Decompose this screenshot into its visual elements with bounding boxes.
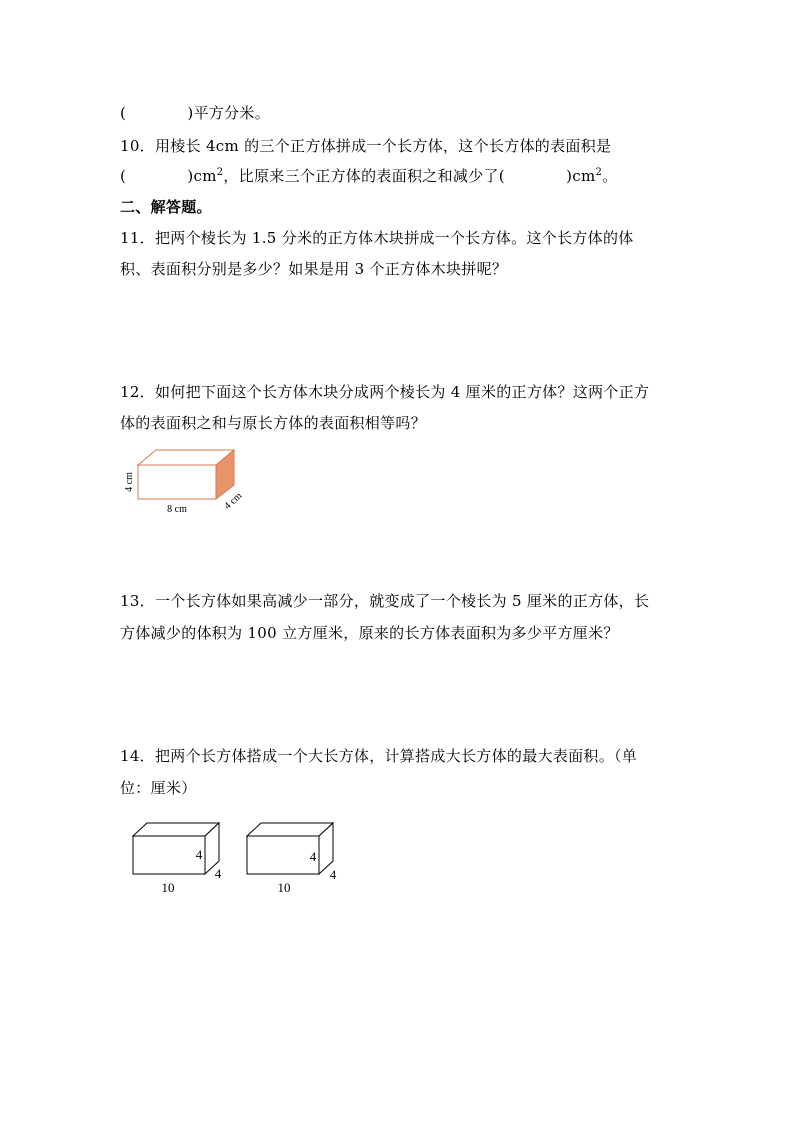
q12-cuboid-figure [118,445,258,520]
cuboid-length-label: 8 cm [167,504,187,515]
q10-text-line1: 10．用棱长 4cm 的三个正方体拼成一个长方体，这个长方体的表面积是 [120,137,612,155]
q11-text-line2: 积、表面积分别是多少？如果是用 3 个正方体木块拼呢？ [120,260,508,278]
q12-text-line1: 12．如何把下面这个长方体木块分成两个棱长为 4 厘米的正方体？这两个正方 [120,383,650,401]
cuboid-2-length-label: 10 [277,880,291,895]
q14-cuboid-2 [247,823,337,895]
q14-text-line1: 14．把两个长方体搭成一个大长方体，计算搭成大长方体的最大表面积。（单 [120,747,638,765]
cuboid-2-depth-label: 4 [329,867,337,882]
section-2-title: 二、解答题。 [120,198,212,216]
cuboid-1-height-label: 4 [195,847,203,862]
q14-text-line2: 位：厘米） [120,779,197,797]
q14-cuboids-figure [128,818,358,898]
q11-text-line1: 11．把两个棱长为 1.5 分米的正方体木块拼成一个长方体。这个长方体的体 [120,229,634,247]
cuboid-height-label: 4 cm [124,472,135,492]
cuboid-2-height-label: 4 [309,849,317,864]
cuboid-1-front-face [133,836,205,874]
q10-blank-a: ( )cm [120,167,217,185]
cuboid-2-front-face [247,836,319,874]
q12-text-line2: 体的表面积之和与原长方体的表面积相等吗？ [120,414,427,432]
cuboid-1-length-label: 10 [161,880,175,895]
q10-period: 。 [602,167,618,185]
cuboid-2-top-face [247,823,333,836]
q10-blank-b: ，比原来三个正方体的表面积之和减少了( )cm [223,167,596,185]
q10-unit-exponent-a: 2 [216,167,224,178]
q13-text-line2: 方体减少的体积为 100 立方厘米，原来的长方体表面积为多少平方厘米？ [120,624,619,642]
q13-text-line1: 13．一个长方体如果高减少一部分，就变成了一个棱长为 5 厘米的正方体，长 [120,592,650,610]
cuboid-depth-label: 4 cm [222,490,245,512]
q14-cuboid-1 [133,823,222,895]
cuboid-1-top-face [133,823,219,836]
cuboid-front-face [138,465,216,499]
q10-unit-exponent-b: 2 [595,167,603,178]
cuboid-1-depth-label: 4 [214,866,222,881]
q9-answer-blank-line: ( )平方分米。 [120,104,271,122]
q10-text-line2 [120,166,618,186]
